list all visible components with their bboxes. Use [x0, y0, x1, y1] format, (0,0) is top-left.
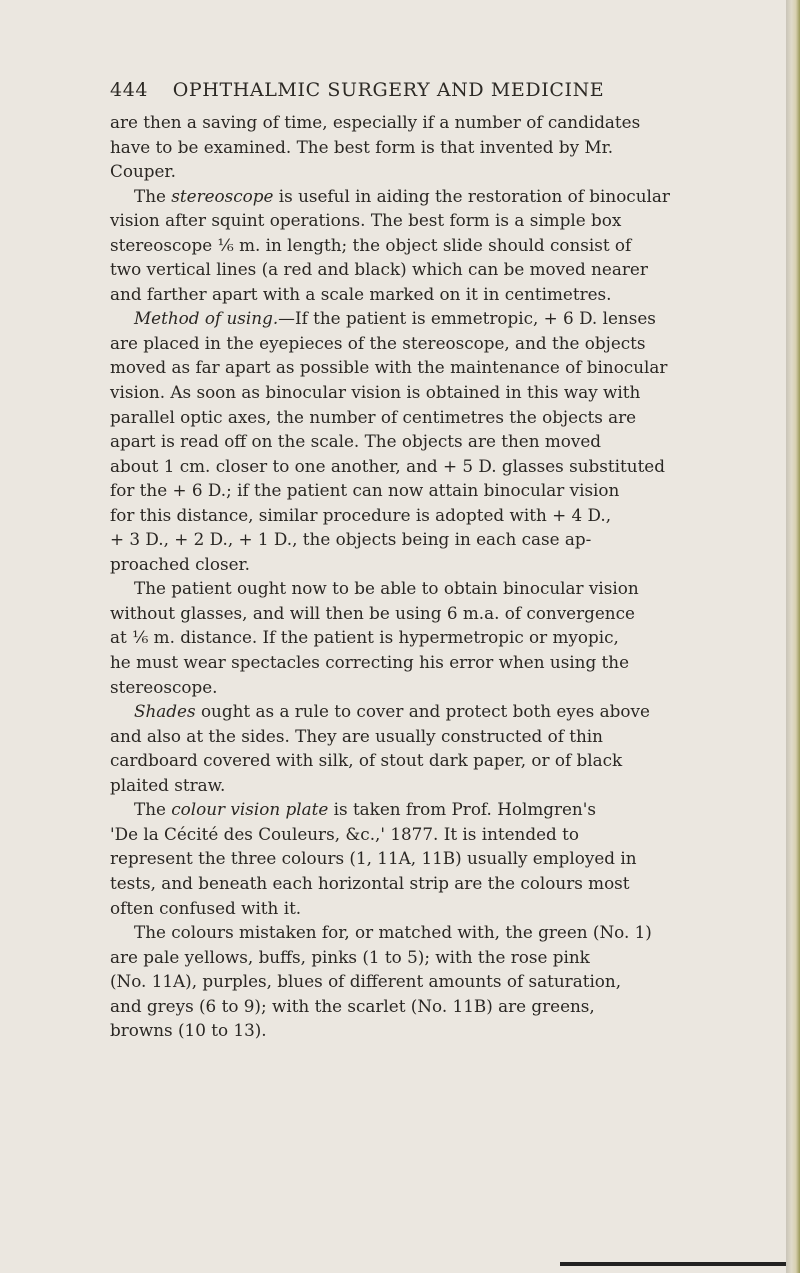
text-line: at ⅙ m. distance. If the patient is hypermetropic or myopic,: [110, 627, 619, 648]
text-line: and farther apart with a scale marked on it in centimetres.: [110, 283, 612, 304]
text-line: vision. As soon as binocular vision is obtained in this way with: [110, 382, 641, 403]
text-line: (No. 11A), purples, blues of different amounts of saturation,: [110, 971, 622, 992]
text-line: apart is read off on the scale. The objects are then moved: [110, 431, 602, 452]
lead-in-shades: Shades: [134, 701, 196, 722]
text-run: is taken from Prof. Holmgren's: [333, 799, 596, 820]
text-line: two vertical lines (a red and black) which can be moved nearer: [110, 259, 648, 280]
page-edge-bottom: [560, 1262, 786, 1266]
running-title: OPHTHALMIC SURGERY AND MEDICINE: [172, 79, 605, 101]
text-line: about 1 cm. closer to one another, and + 5 D. glasses substituted: [110, 455, 665, 476]
text-line: proached closer.: [110, 553, 251, 574]
text-line: have to be examined. The best form is that invented by Mr.: [110, 136, 614, 157]
running-head: [110, 79, 670, 101]
text-line: [110, 699, 790, 724]
text-line: 'De la Cécité des Couleurs, &c.,' 1877. It is intended to: [110, 823, 579, 844]
text-line: The patient ought now to be able to obtain binocular vision: [134, 578, 639, 599]
text-line: and greys (6 to 9); with the scarlet (No. 11B) are greens,: [110, 995, 595, 1016]
lead-in-article: The: [134, 799, 172, 820]
text-line: often confused with it.: [110, 897, 302, 918]
em-dash: —: [278, 308, 295, 329]
text-line: for this distance, similar procedure is adopted with + 4 D.,: [110, 504, 612, 525]
text-run: If the patient is emmetropic, + 6 D. lenses: [294, 308, 656, 329]
text-run: is useful in aiding the restoration of binocular: [278, 185, 670, 206]
text-line: are then a saving of time, especially if a number of candidates: [110, 112, 641, 132]
text-line: [110, 797, 790, 822]
text-line: he must wear spectacles correcting his error when using the: [110, 652, 630, 673]
text-line: [110, 306, 790, 331]
text-line: tests, and beneath each horizontal strip are the colours most: [110, 872, 630, 893]
text-line: parallel optic axes, the number of centimetres the objects are: [110, 406, 637, 427]
lead-in-stereoscope: stereoscope: [171, 185, 274, 206]
text-line: without glasses, and will then be using 6 m.a. of convergence: [110, 602, 635, 623]
page-number: 444: [110, 79, 149, 101]
text-line: [110, 184, 790, 209]
lead-in-colour-vision-plate: colour vision plate: [171, 799, 329, 820]
text-line: browns (10 to 13).: [110, 1020, 267, 1041]
lead-in-method: Method of using.: [134, 308, 279, 329]
text-line: + 3 D., + 2 D., + 1 D., the objects being in each case ap-: [110, 529, 592, 550]
text-line: are placed in the eyepieces of the stereoscope, and the objects: [110, 332, 646, 353]
body-text: [110, 110, 790, 1043]
text-line: plaited straw.: [110, 774, 226, 795]
text-line: for the + 6 D.; if the patient can now attain binocular vision: [110, 480, 620, 501]
text-line: vision after squint operations. The best form is a simple box: [110, 210, 622, 231]
page-edge-right: [786, 0, 800, 1273]
text-line: stereoscope.: [110, 676, 218, 697]
text-line: The colours mistaken for, or matched with, the green (No. 1): [134, 922, 652, 943]
lead-in-article: The: [134, 185, 172, 206]
text-line: stereoscope ⅙ m. in length; the object slide should consist of: [110, 234, 632, 255]
text-line: Couper.: [110, 161, 176, 182]
text-line: represent the three colours (1, 11A, 11B) usually employed in: [110, 848, 637, 869]
text-line: and also at the sides. They are usually constructed of thin: [110, 725, 603, 746]
text-run: ought as a rule to cover and protect both eyes above: [200, 701, 650, 722]
text-line: moved as far apart as possible with the maintenance of binocular: [110, 357, 668, 378]
text-line: cardboard covered with silk, of stout dark paper, or of black: [110, 750, 623, 771]
text-line: are pale yellows, buffs, pinks (1 to 5); with the rose pink: [110, 946, 590, 967]
